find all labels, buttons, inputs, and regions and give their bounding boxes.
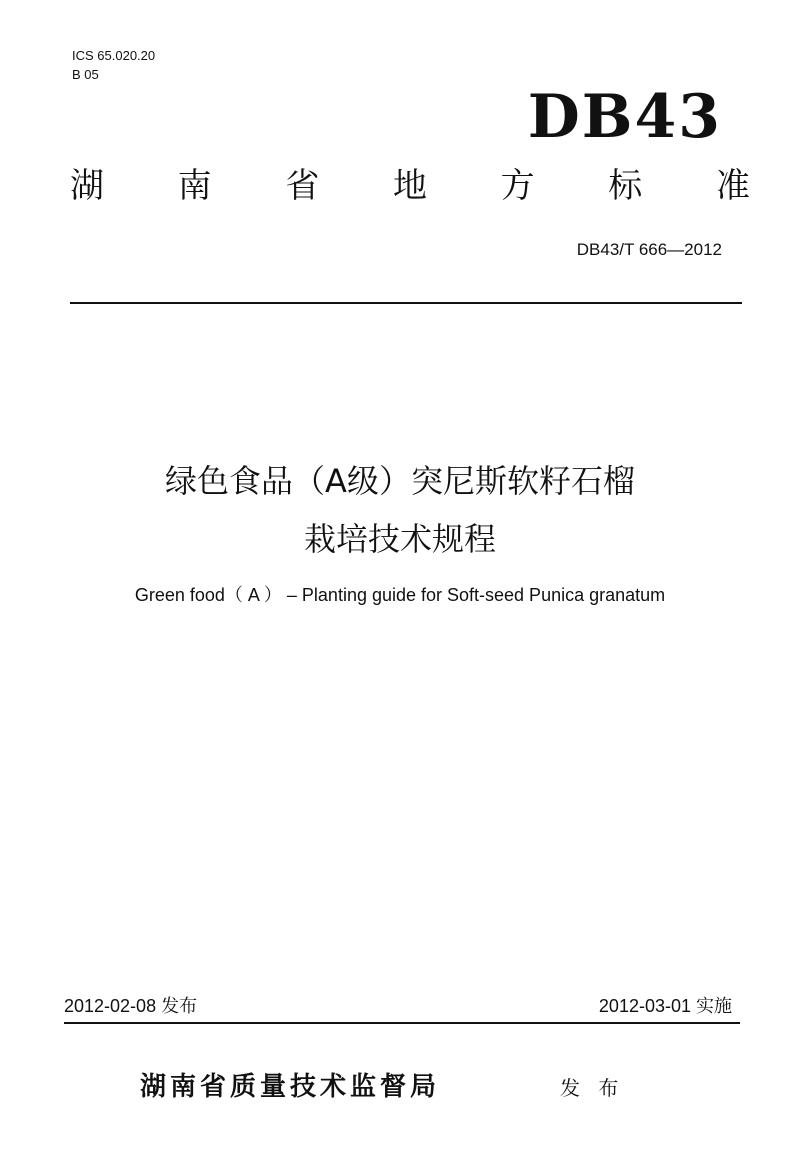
chinese-title-line2: 栽培技术规程 — [303, 520, 496, 558]
standard-number: DB43/T 666—2012 — [576, 240, 722, 259]
standard-type-char: 标 — [608, 166, 643, 206]
standard-type-char: 湖 — [70, 166, 104, 206]
publish-label: 发 布 — [560, 1076, 625, 1100]
standard-type-char: 地 — [392, 166, 427, 206]
standard-type-char: 南 — [177, 166, 212, 206]
standard-type-char: 省 — [285, 166, 320, 206]
standard-type — [70, 164, 750, 208]
english-title: Green food（ A ） – Planting guide for Soft-seed Punica granatum — [134, 585, 666, 605]
ics-code: ICS 65.020.20 — [72, 48, 156, 63]
footer-divider — [64, 1022, 740, 1024]
publisher: 湖南省质量技术监督局 — [140, 1072, 441, 1102]
standard-type-char: 准 — [715, 166, 750, 206]
chinese-title — [0, 452, 800, 568]
chinese-title-line1: 绿色食品（A级）突尼斯软籽石榴 — [165, 462, 635, 500]
implementation-date: 2012-03-01 实施 — [598, 996, 732, 1016]
issue-date: 2012-02-08 发布 — [64, 996, 198, 1016]
classification-codes — [72, 46, 155, 84]
header-divider — [70, 302, 742, 304]
ccs-code: B 05 — [72, 67, 99, 82]
standard-type-char: 方 — [500, 166, 535, 206]
standard-logo: DB43 — [527, 82, 722, 152]
